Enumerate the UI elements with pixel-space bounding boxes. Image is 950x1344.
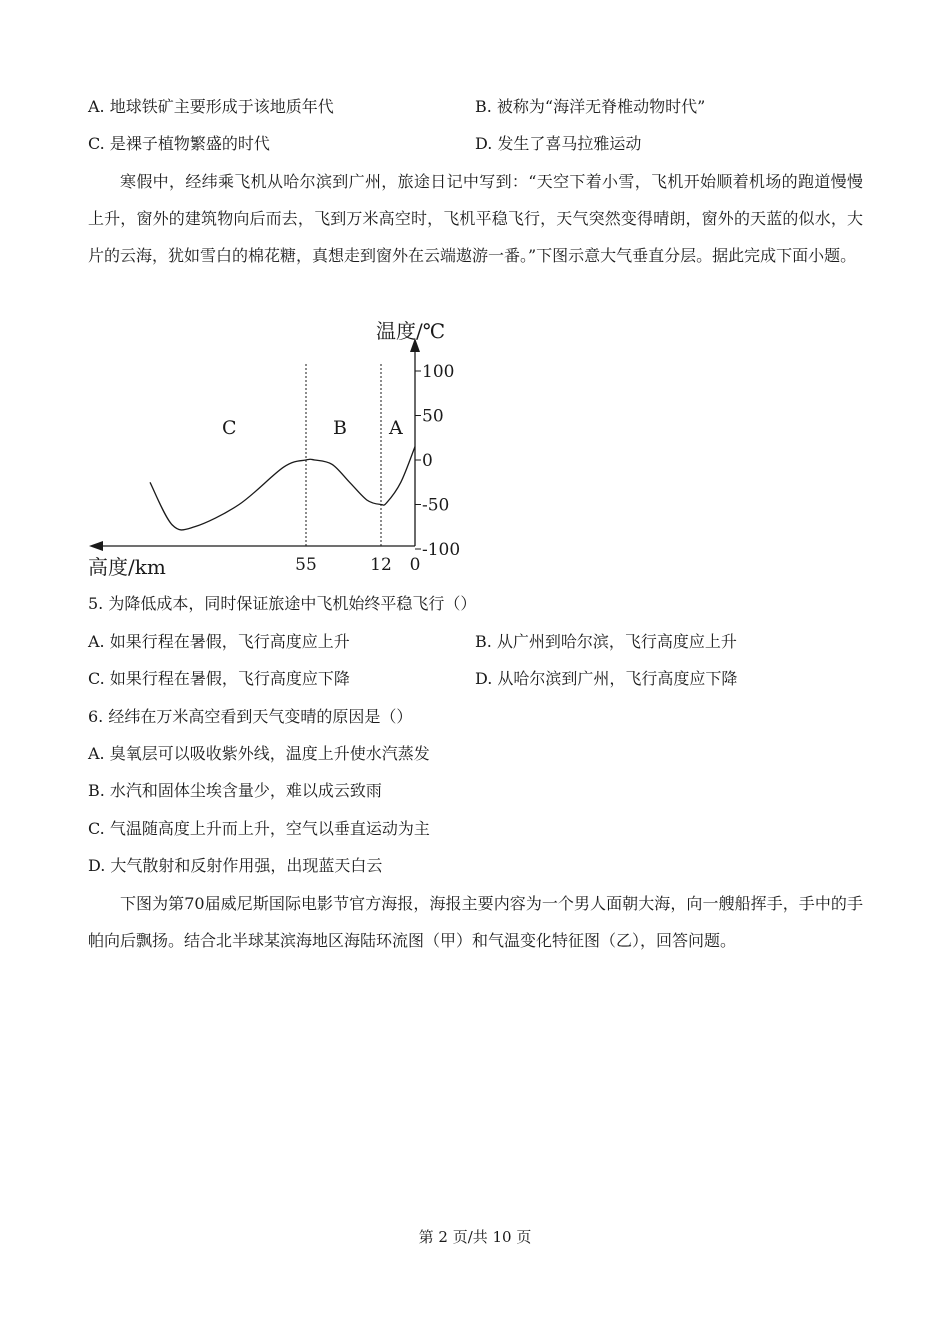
q6-option-b: B. 水汽和固体尘埃含量少，难以成云致雨 <box>88 781 382 800</box>
q6-option-c: C. 气温随高度上升而上升，空气以垂直运动为主 <box>88 819 430 838</box>
y-axis-label: 温度/℃ <box>376 319 446 343</box>
x-axis-label: 高度/km <box>88 555 166 579</box>
y-tick-label: 0 <box>422 451 433 471</box>
x-tick-label: 0 <box>409 555 421 575</box>
page-footer: 第 2 页/共 10 页 <box>418 1228 532 1246</box>
x-tick-label: 55 <box>295 555 317 575</box>
passage-venice-poster: 下图为第70届威尼斯国际电影节官方海报，海报主要内容为一个男人面朝大海，向一艘船挥手，手中的手帕向后飘扬。结合北半球某滨海地区海陆环流图（甲）和气温变化特征图（乙），回答问题。 <box>88 894 863 950</box>
option-b: B. 被称为“海洋无脊椎动物时代” <box>475 97 706 116</box>
y-tick-label: 50 <box>422 406 444 427</box>
q5-option-b: B. 从广州到哈尔滨，飞行高度应上升 <box>475 632 737 651</box>
layer-label-a: A <box>389 417 403 439</box>
q5-option-d: D. 从哈尔滨到广州，飞行高度应下降 <box>475 669 738 688</box>
layer-label-c: C <box>222 417 237 439</box>
option-c: C. 是裸子植物繁盛的时代 <box>88 134 270 153</box>
q6-option-d: D. 大气散射和反射作用强，出现蓝天白云 <box>88 856 383 875</box>
x-axis-arrow <box>89 541 103 551</box>
q5-stem: 5. 为降低成本，同时保证旅途中飞机始终平稳飞行（） <box>88 594 477 613</box>
q6-option-a: A. 臭氧层可以吸收紫外线，温度上升使水汽蒸发 <box>88 744 430 763</box>
y-tick-label: -100 <box>422 540 461 560</box>
x-tick-label: 12 <box>370 555 392 575</box>
temperature-curve <box>150 447 415 530</box>
q6-stem: 6. 经纬在万米高空看到天气变晴的原因是（） <box>88 707 413 726</box>
layer-label-b: B <box>333 417 347 439</box>
option-d: D. 发生了喜马拉雅运动 <box>475 134 642 153</box>
option-a: A. 地球铁矿主要形成于该地质年代 <box>88 97 334 116</box>
y-tick-label: -50 <box>422 495 450 516</box>
q5-option-a: A. 如果行程在暑假，飞行高度应上升 <box>88 632 350 651</box>
passage-intro-flight: 寒假中，经纬乘飞机从哈尔滨到广州，旅途日记中写到：“天空下着小雪，飞机开始顺着机场的跑道慢慢上升，窗外的建筑物向后而去，飞到万米高空时，飞机平稳飞行，天气突然变得晴朗，窗外的天蓝的似水，大片的云海，犹如雪白的棉花糖，真想走到窗外在云端遨游一番。”下图示意大气垂直分层。据此完成下面小题。 <box>88 172 863 265</box>
y-tick-label: 100 <box>422 362 455 382</box>
q5-option-c: C. 如果行程在暑假，飞行高度应下降 <box>88 669 350 688</box>
